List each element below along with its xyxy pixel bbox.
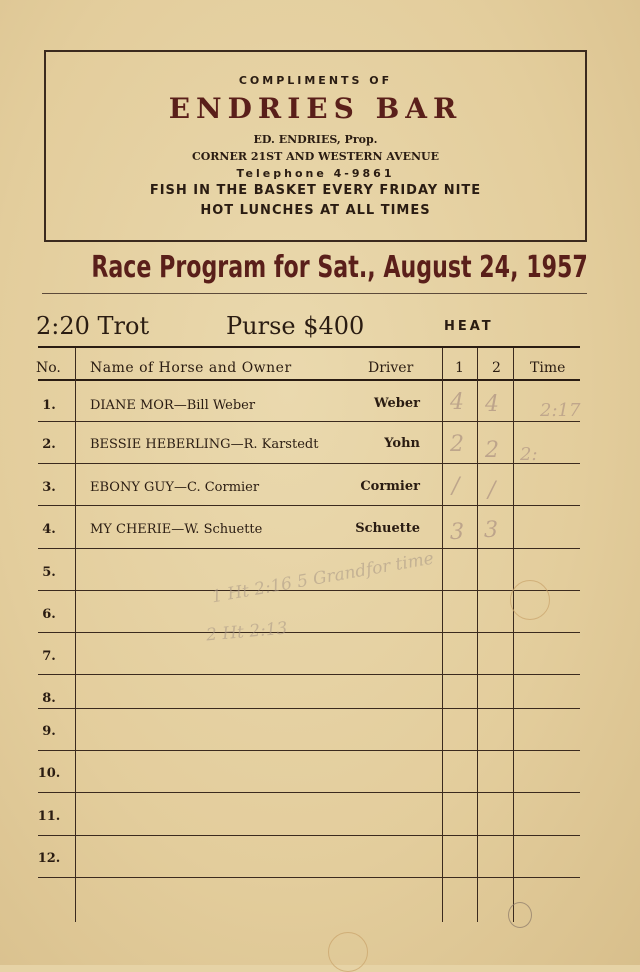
row-rule — [38, 750, 580, 751]
race-time: 2:20 Trot — [36, 312, 150, 340]
col-rule — [513, 348, 514, 922]
row-number: 7. — [42, 649, 56, 664]
program-title: Race Program for Sat., August 24, 1957 — [91, 250, 588, 285]
row-rule — [38, 835, 580, 836]
row-number: 4. — [42, 522, 56, 537]
row-number: 3. — [42, 480, 56, 495]
driver: Weber — [373, 396, 420, 411]
ad-special-lunch: HOT LUNCHES AT ALL TIMES — [200, 203, 431, 218]
heat-1-result: 4 — [450, 390, 464, 415]
row-rule — [38, 632, 580, 633]
heat-1-result: / — [452, 474, 460, 499]
row-number: 6. — [42, 607, 56, 622]
heat-2-result: 2 — [485, 438, 499, 463]
col-rule — [442, 348, 443, 922]
col-rule — [477, 348, 478, 922]
pencil-note-heat-2: 2 Ht 2:13 — [205, 618, 289, 646]
col-header-no: No. — [36, 360, 61, 376]
time-result: 2:17 — [540, 400, 581, 421]
heat-2-result: / — [488, 478, 496, 503]
row-rule — [38, 548, 580, 549]
horse-owner: MY CHERIE—W. Schuette — [90, 522, 263, 537]
row-number: 11. — [37, 809, 61, 824]
stain-ring — [508, 902, 532, 928]
row-rule — [38, 708, 580, 709]
row-rule — [38, 792, 580, 793]
ad-business-name: ENDRIES BAR — [168, 92, 463, 125]
heat-1-result: 3 — [450, 520, 464, 545]
stain-ring — [510, 580, 550, 620]
col-rule — [75, 348, 76, 922]
ad-address: CORNER 21ST AND WESTERN AVENUE — [191, 150, 440, 163]
driver: Yohn — [384, 436, 420, 451]
ad-telephone: Telephone 4-9861 — [236, 167, 395, 180]
table-header-rule — [38, 379, 580, 381]
heat-label: HEAT — [444, 319, 494, 334]
row-rule — [38, 674, 580, 675]
stain-ring — [328, 932, 368, 972]
row-number: 8. — [42, 691, 56, 706]
pencil-note-heat-1: 1 Ht 2:16 5 Grandfor time — [209, 548, 436, 608]
heat-2-result: 3 — [484, 518, 498, 543]
horse-owner: BESSIE HEBERLING—R. Karstedt — [90, 437, 319, 452]
heat-1-result: 2 — [450, 432, 464, 457]
ad-compliments: COMPLIMENTS OF — [238, 74, 393, 87]
ad-special-fish: FISH IN THE BASKET EVERY FRIDAY NITE — [149, 183, 482, 198]
horse-owner: EBONY GUY—C. Cormier — [90, 480, 260, 495]
ad-proprietor: ED. ENDRIES, Prop. — [253, 133, 378, 146]
col-header-heat-2: 2 — [492, 360, 501, 376]
row-number: 12. — [37, 851, 61, 866]
row-number: 1. — [42, 398, 56, 413]
col-header-time: Time — [530, 360, 566, 376]
driver: Schuette — [355, 521, 420, 536]
row-number: 10. — [37, 766, 61, 781]
col-header-heat-1: 1 — [455, 360, 464, 376]
time-result: 2: — [520, 444, 538, 465]
row-number: 5. — [42, 565, 56, 580]
row-rule — [38, 463, 580, 464]
row-number: 9. — [42, 724, 56, 739]
row-rule — [38, 505, 580, 506]
row-rule — [38, 421, 580, 422]
driver: Cormier — [360, 479, 420, 494]
heat-2-result: 4 — [485, 392, 499, 417]
table-top-rule — [38, 346, 580, 348]
row-number: 2. — [42, 437, 56, 452]
col-header-name: Name of Horse and Owner — [90, 360, 292, 376]
row-rule — [38, 877, 580, 878]
col-header-driver: Driver — [368, 360, 414, 376]
horse-owner: DIANE MOR—Bill Weber — [90, 398, 256, 413]
race-purse: Purse $400 — [226, 312, 365, 340]
